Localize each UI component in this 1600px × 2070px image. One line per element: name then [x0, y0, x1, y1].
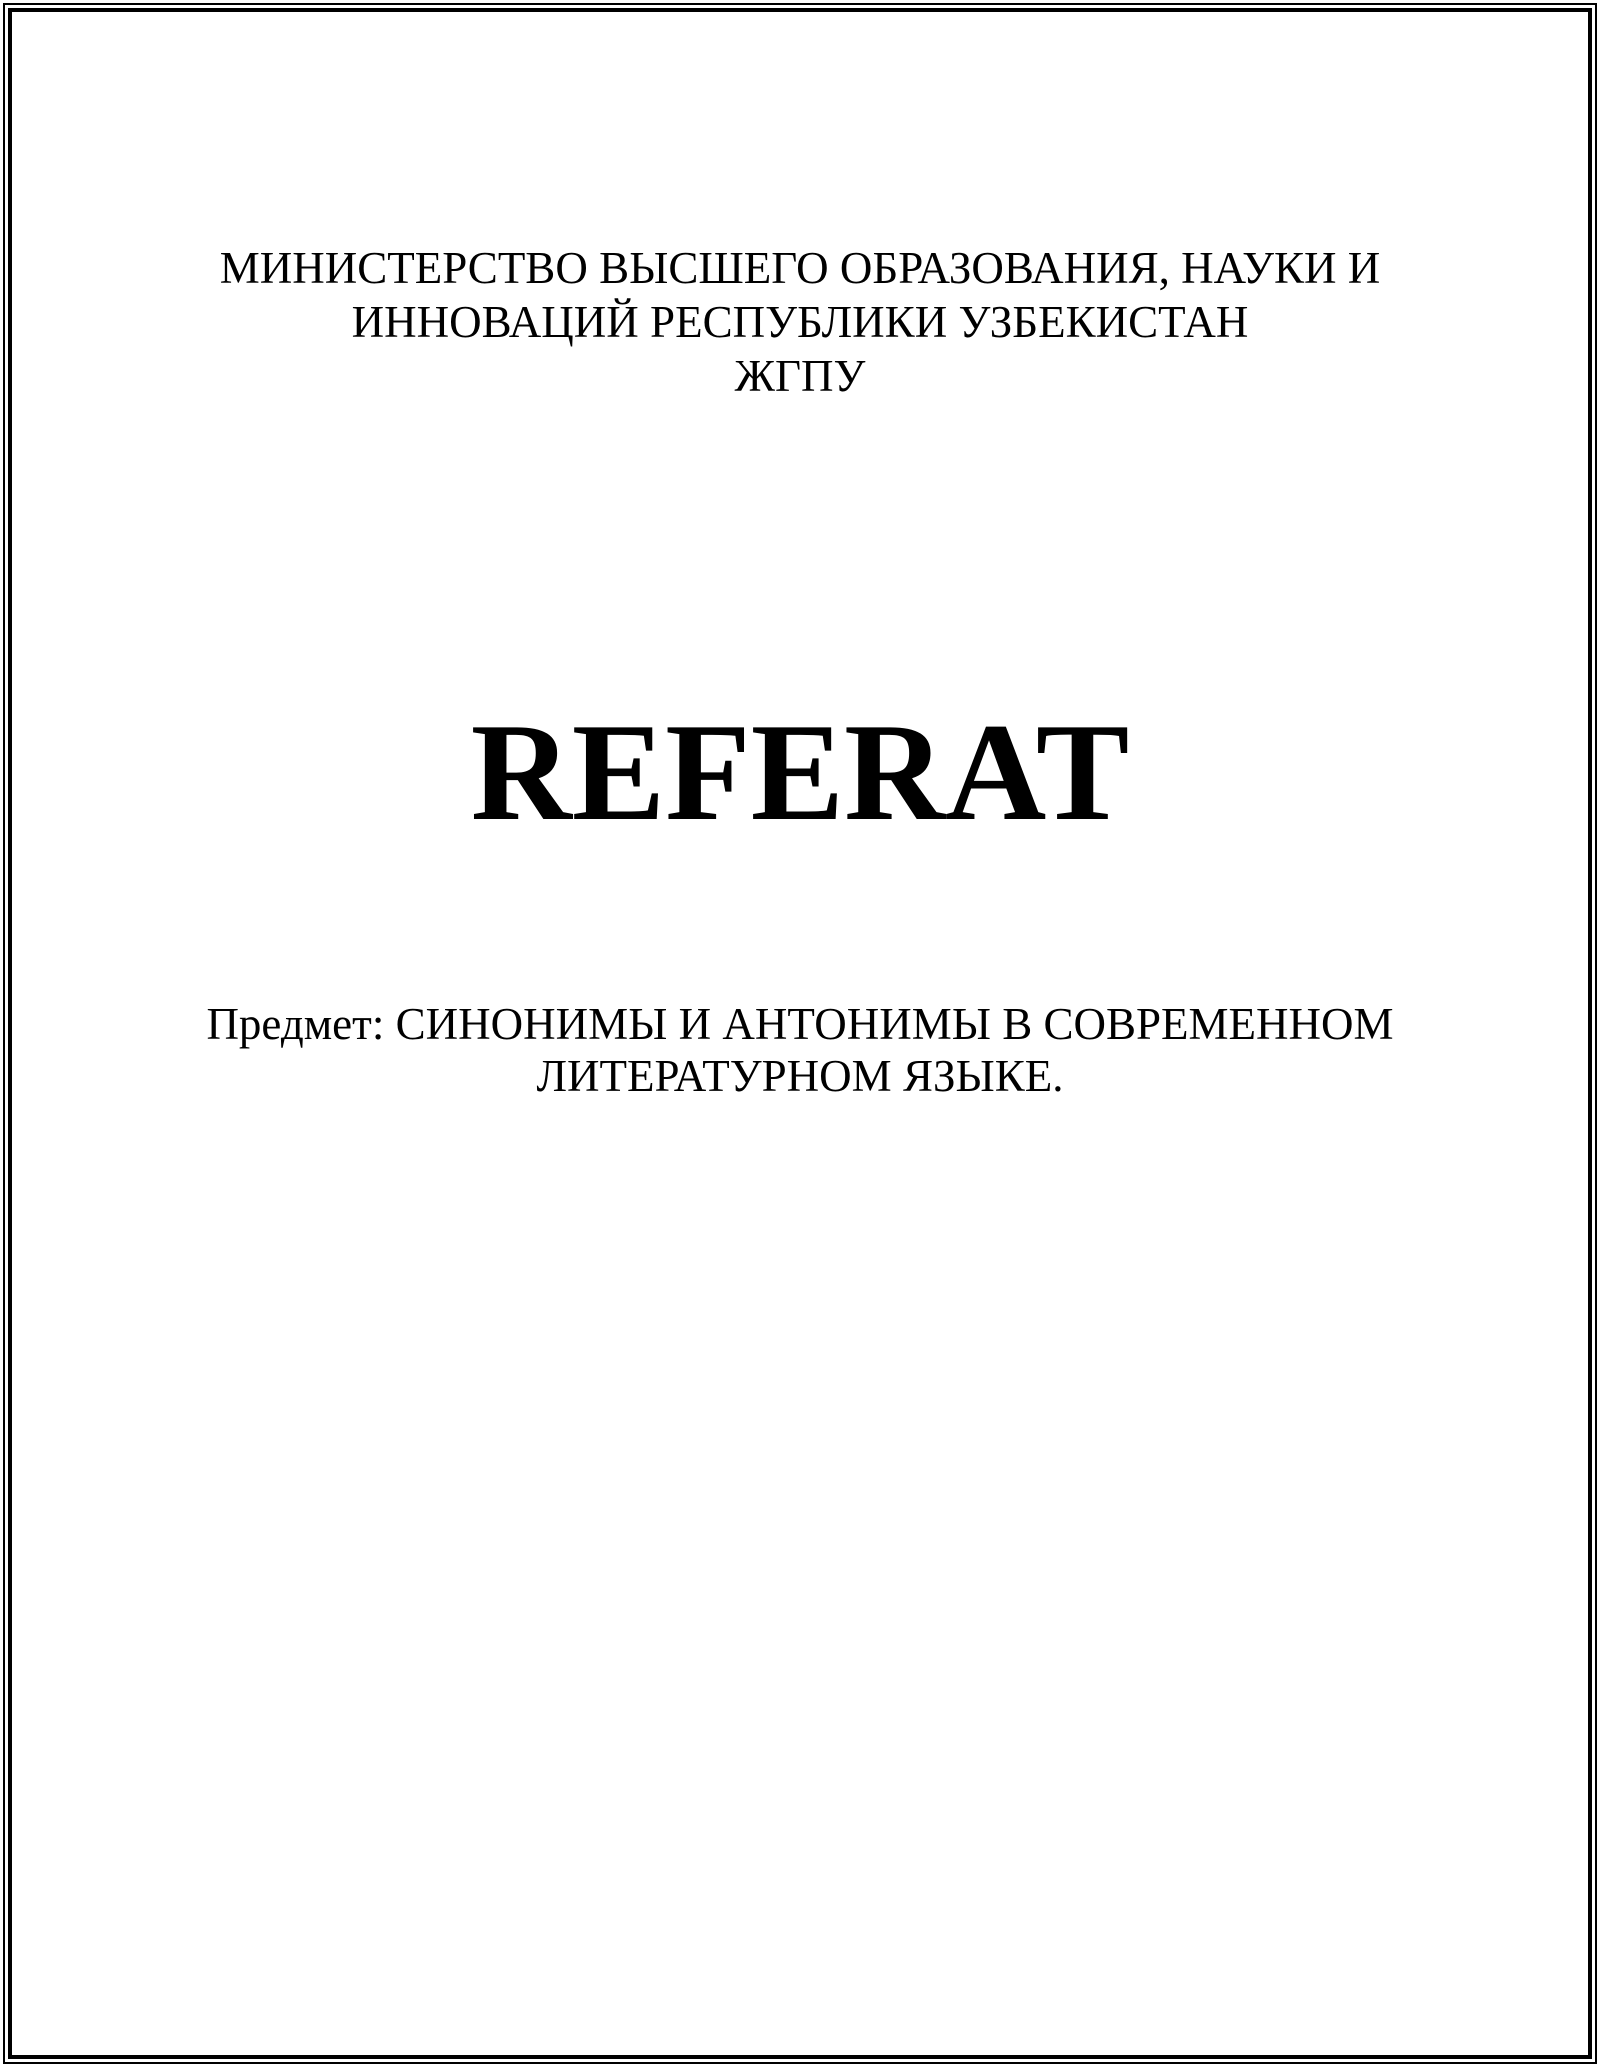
- university-abbreviation: ЖГПУ: [734, 351, 866, 401]
- page-border-inner: [8, 8, 1592, 2059]
- page-content: [12, 12, 1588, 2055]
- document-title: REFERAT: [470, 695, 1130, 850]
- page-border-outer: [3, 3, 1597, 2064]
- ministry-header-line-2: ИННОВАЦИЙ РЕСПУБЛИКИ УЗБЕКИСТАН: [351, 297, 1249, 347]
- subject-line-1: Предмет: СИНОНИМЫ И АНТОНИМЫ В СОВРЕМЕННОМ: [206, 999, 1394, 1049]
- subject-block: [12, 998, 1588, 1102]
- subject-line-2: ЛИТЕРАТУРНОМ ЯЗЫКЕ.: [536, 1051, 1064, 1101]
- ministry-header: [12, 241, 1588, 403]
- ministry-header-line-1: МИНИСТЕРСТВО ВЫСШЕГО ОБРАЗОВАНИЯ, НАУКИ И: [219, 243, 1381, 293]
